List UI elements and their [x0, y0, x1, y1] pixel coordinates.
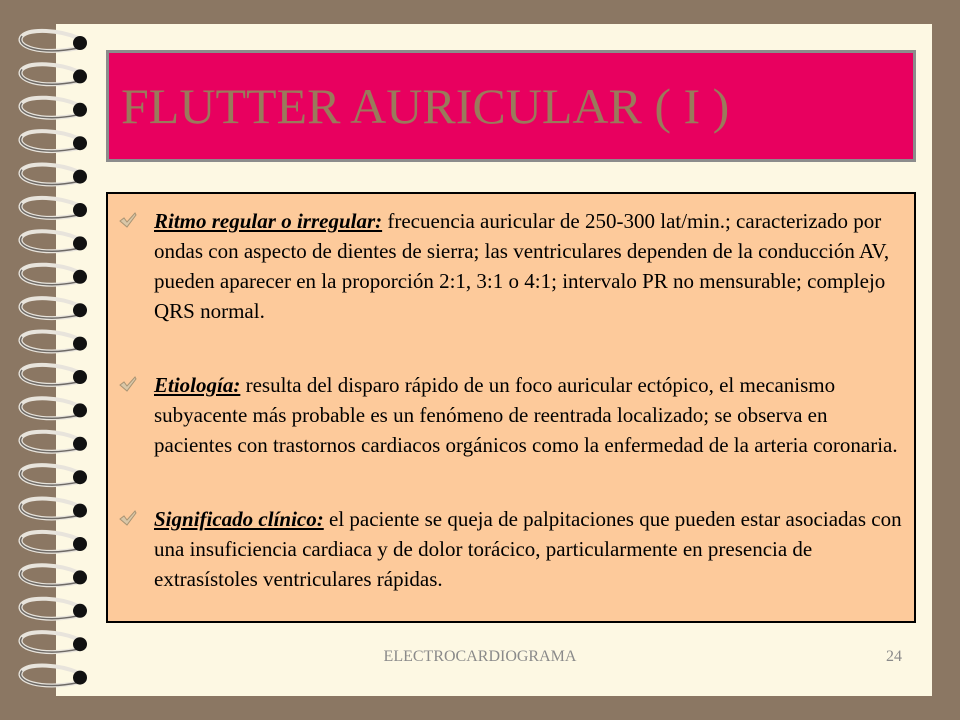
checkmark-icon	[118, 509, 138, 529]
binding-ring	[21, 532, 87, 552]
binding-ring	[21, 465, 87, 485]
bullet-body: el paciente se queja de palpitaciones que pueden estar asociadas con una insuficiencia cardiaca y de dolor torácico, particularmente en presencia de extrasístoles ventriculares rápidas.	[154, 507, 902, 591]
binding-ring	[21, 499, 87, 519]
binding-ring	[21, 666, 87, 686]
binding-ring	[21, 565, 87, 585]
bullet-text	[154, 206, 903, 326]
checkmark-icon	[118, 211, 138, 231]
binding-ring	[21, 298, 87, 318]
binding-ring	[21, 398, 87, 418]
binding-ring	[21, 98, 87, 118]
binding-ring	[21, 64, 87, 84]
binding-ring	[21, 432, 87, 452]
title-banner	[106, 50, 916, 162]
bullet-term: Significado clínico:	[154, 507, 324, 531]
bullet-body: frecuencia auricular de 250-300 lat/min.; caracterizado por ondas con aspecto de dientes de sierra; las ventriculares dependen de la conducción AV, pueden aparecer en la proporción 2:1, 3:1 o 4:1; intervalo PR no mensurable; complejo QRS normal.	[154, 209, 890, 323]
page-number: 24	[886, 648, 902, 665]
bullet-term: Ritmo regular o irregular:	[154, 209, 383, 233]
binding-ring	[21, 165, 87, 185]
bullet-text	[154, 504, 903, 594]
binding-ring	[21, 131, 87, 151]
bullet-text	[154, 370, 903, 460]
binding-ring	[21, 265, 87, 285]
content-panel	[106, 192, 916, 623]
binding-ring	[21, 599, 87, 619]
binding-ring	[21, 231, 87, 251]
checkmark-icon	[118, 375, 138, 395]
bullet-item	[118, 206, 903, 326]
spiral-binding	[0, 0, 110, 720]
binding-ring	[21, 365, 87, 385]
bullet-item	[118, 504, 903, 594]
bullet-body: resulta del disparo rápido de un foco auricular ectópico, el mecanismo subyacente más probable es un fenómeno de reentrada localizado; se observa en pacientes con trastornos cardiacos orgánicos como la enfermedad de la arteria coronaria.	[154, 373, 898, 457]
footer-label: ELECTROCARDIOGRAMA	[383, 648, 577, 665]
binding-ring	[21, 198, 87, 218]
slide-title: FLUTTER AURICULAR ( I )	[121, 78, 730, 134]
binding-ring	[21, 31, 87, 51]
bullet-term: Etiología:	[154, 373, 241, 397]
bullet-item	[118, 370, 903, 460]
binding-ring	[21, 332, 87, 352]
